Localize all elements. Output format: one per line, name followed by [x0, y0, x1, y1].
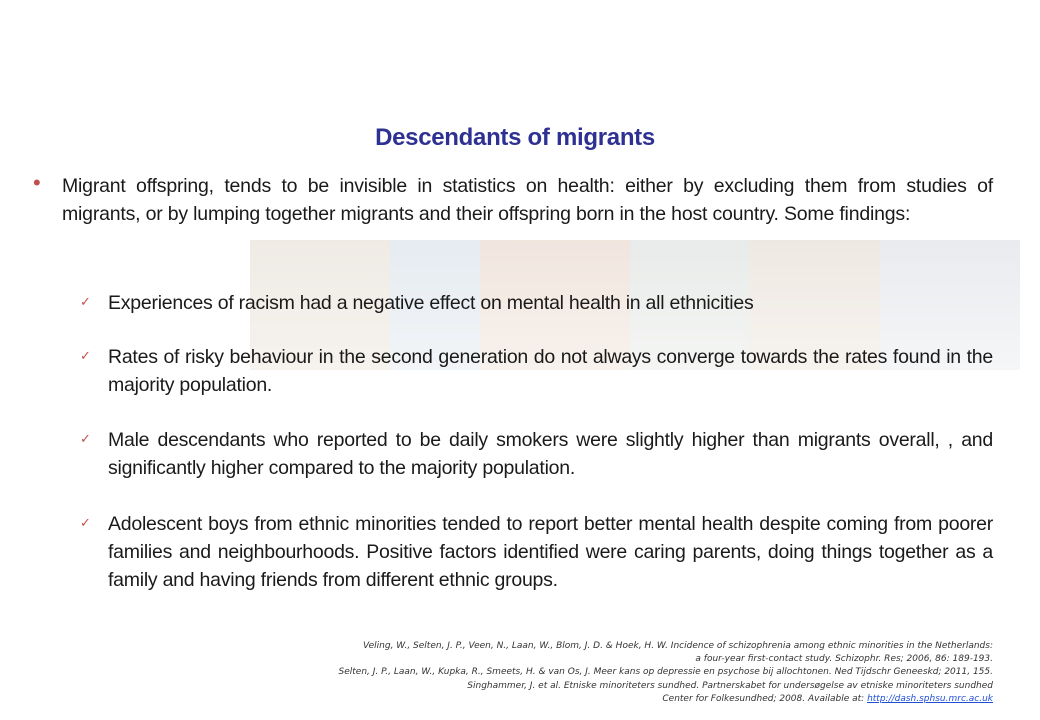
round-bullet-icon: •: [33, 170, 41, 195]
reference-line: [233, 693, 993, 706]
check-mark-icon: ✓: [80, 515, 91, 530]
finding-item: Adolescent boys from ethnic minorities tended to report better mental health despite coming from poorer families and neighbourhoods. Positive factors identified were caring parents, doing things together as a family and having friends from different ethnic groups.: [108, 513, 993, 591]
check-mark-icon: ✓: [80, 348, 91, 363]
slide-title: Descendants of migrants: [375, 124, 655, 151]
reference-line: Selten, J. P., Laan, W., Kupka, R., Smeets, H. & van Os, J. Meer kans op depressie en psychose bij allochtonen. Ned Tijdschr Geneeskd; 2011, 155.: [338, 667, 993, 678]
check-mark-icon: ✓: [80, 431, 91, 446]
finding-item: Male descendants who reported to be daily smokers were slightly higher than migrants overall, , and significantly higher compared to the majority population.: [108, 429, 993, 479]
references: [233, 640, 993, 706]
finding-item: Rates of risky behaviour in the second generation do not always converge towards the rates found in the majority population.: [108, 346, 993, 396]
reference-line: Singhammer, J. et al. Etniske minoriteters sundhed. Partnerskabet for undersøgelse av etniske minoriteters sundhed: [467, 680, 993, 691]
intro-paragraph: Migrant offspring, tends to be invisible in statistics on health: either by excluding them from studies of migrants, or by lumping together migrants and their offspring born in the host country. Some findings:: [62, 175, 993, 225]
reference-line: a four-year first-contact study. Schizophr. Res; 2006, 86: 189-193.: [695, 654, 993, 665]
finding-item: Experiences of racism had a negative effect on mental health in all ethnicities: [108, 292, 754, 314]
check-mark-icon: ✓: [80, 294, 91, 309]
reference-text: Center for Folkesundhed; 2008. Available at:: [662, 693, 865, 704]
reference-line: Veling, W., Selten, J. P., Veen, N., Laan, W., Blom, J. D. & Hoek, H. W. Incidence of schizophrenia among ethnic minorities in the Netherlands:: [363, 641, 993, 651]
reference-link[interactable]: http://dash.sphsu.mrc.ac.uk: [867, 693, 993, 704]
